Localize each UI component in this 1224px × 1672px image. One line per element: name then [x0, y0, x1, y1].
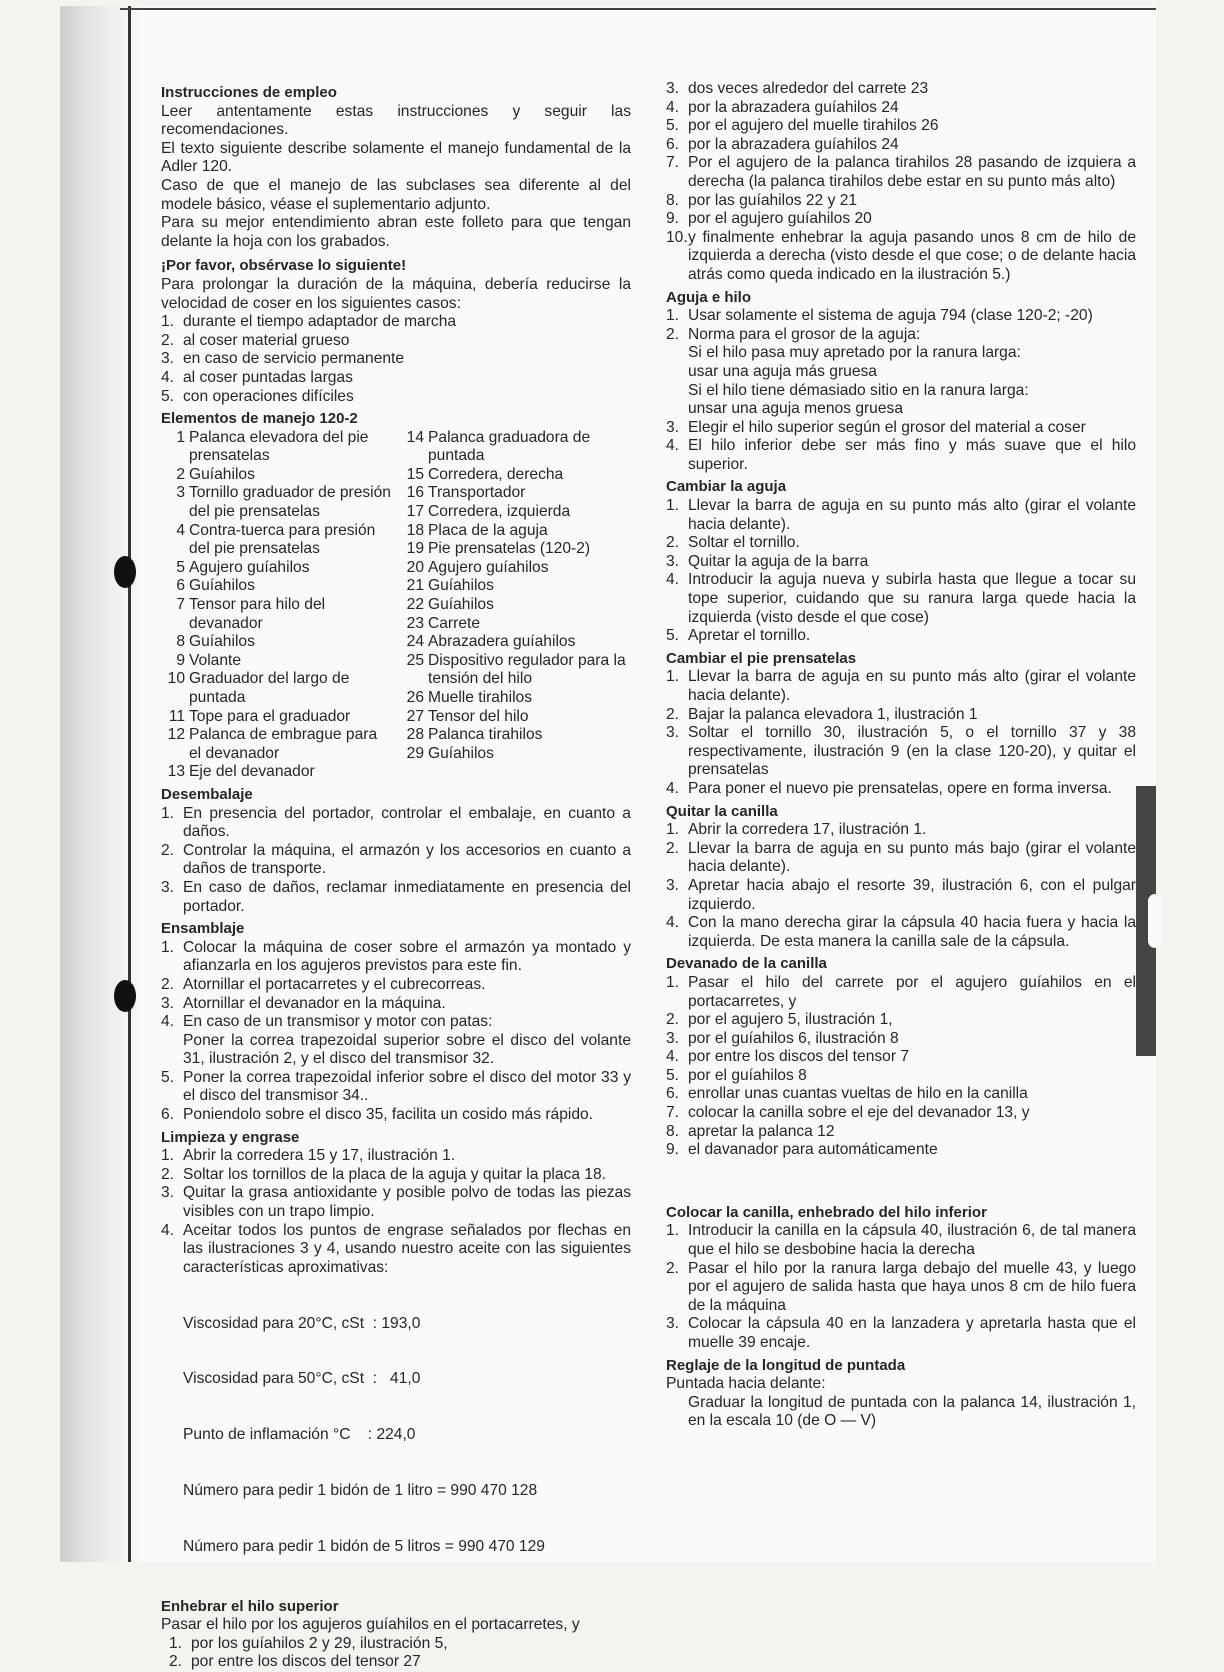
list-item: 6. Poniendolo sobre el disco 35, facilita un cosido más rápido. [161, 1106, 594, 1124]
section-cambiar-pie [666, 650, 1136, 799]
section-heading: Ensamblaje [161, 920, 245, 938]
list-item: 3. Quitar la aguja de la barra [666, 552, 869, 570]
part-item: 23 Carrete [406, 614, 480, 632]
section-heading: Enhebrar el hilo superior [161, 1597, 339, 1615]
part-item: 1 Palanca elevadora del pie prensatelas [176, 428, 369, 465]
part-item: 3 Tornillo graduador de presión del pie prensatelas [176, 484, 391, 521]
part-item: 29 Guíahilos [406, 744, 494, 762]
list-item: 5. por el agujero del muelle tirahilos 26 [666, 117, 939, 135]
punch-hole-top [114, 556, 136, 588]
list-item: 2. por entre los discos del tensor 27 [169, 1653, 421, 1671]
list-item: 5. por el guíahilos 8 [666, 1066, 807, 1084]
list-item: 7. Por el agujero de la palanca tirahilos 28 pasando de izquiera a derecha (la palanca tirahilos debe estar en su punto más alto) [666, 154, 1136, 190]
part-item: 2 Guíahilos [176, 465, 255, 483]
list-item: 2. Norma para el grosor de la aguja: [666, 325, 921, 343]
section-heading: ¡Por favor, obsérvase lo siguiente! [161, 257, 407, 275]
paragraph: Para prolongar la duración de la máquina, debería reducirse la velocidad de coser en los siguientes casos: [161, 275, 631, 312]
section-heading: Instrucciones de empleo [161, 84, 337, 101]
part-item: 28 Palanca tirahilos [406, 726, 543, 744]
list-item: 1. Introducir la canilla en la cápsula 40, ilustración 6, de tal manera que el hilo se desbobine hacia la derecha [666, 1222, 1136, 1259]
section-heading: Elementos de manejo 120-2 [161, 410, 358, 428]
section-colocar-canilla [666, 1204, 1136, 1353]
paragraph: Caso de que el manejo de las subclases sea diferente al del modele básico, véase el suplementario adjunto. [161, 176, 631, 213]
part-item: 21 Guíahilos [406, 577, 494, 595]
left-column [161, 80, 631, 1672]
list-item: 10. y finalmente enhebrar la aguja pasando unos 8 cm de hilo de izquierda a derecha (visto desde el que cose; o de delante hacia atrás como queda indicado en la ilustración 5.) [666, 228, 1136, 283]
list-item: 2. Controlar la máquina, el armazón y los accesorios en cuanto a daños de transporte. [161, 841, 631, 878]
list-item: 5. con operaciones difíciles [161, 387, 354, 405]
part-item: 5 Agujero guíahilos [176, 558, 310, 576]
list-item: 4. Introducir la aguja nueva y subirla hasta que llegue a tocar su tope superior, cuidando que su ranura larga quede hacia la izquierda (visto desde el que cose) [666, 571, 1136, 626]
section-observese [161, 257, 631, 406]
list-item: 4. Con la mano derecha girar la cápsula 40 hacia fuera y hacia la izquierda. De esta manera la canilla sale de la cápsula. [666, 914, 1136, 950]
spec-line: Punto de inflamación °C : 224,0 [183, 1426, 416, 1444]
paragraph: Leer antentamente estas instrucciones y seguir las recomendaciones. [161, 102, 631, 139]
list-item: 1. Abrir la corredera 15 y 17, ilustración 1. [161, 1147, 456, 1165]
section-enhebrar-cont [666, 80, 1136, 285]
list-item: 1. por los guíahilos 2 y 29, ilustración 5, [169, 1634, 448, 1652]
list-item: 4. En caso de un transmisor y motor con patas: [161, 1013, 493, 1031]
list-item: 7. colocar la canilla sobre el eje del devanador 13, y [666, 1104, 1030, 1122]
section-heading: Colocar la canilla, enhebrado del hilo inferior [666, 1203, 987, 1221]
part-item: 26 Muelle tirahilos [406, 689, 533, 706]
needle-rules [666, 344, 1136, 418]
paragraph: Puntada hacia delante: [666, 1375, 826, 1393]
part-item: 10 Graduador del largo de puntada [167, 670, 350, 706]
part-item: 7 Tensor para hilo del devanador [176, 596, 326, 632]
section-devanado [666, 955, 1136, 1160]
list-item: 2. por el agujero 5, ilustración 1, [666, 1011, 893, 1029]
scan-top-edge [120, 8, 1156, 10]
list-item: 3. Apretar hacia abajo el resorte 39, ilustración 6, con el pulgar izquierdo. [666, 876, 1136, 913]
paragraph: Pasar el hilo por los agujeros guíahilos en el portacarretes, y [161, 1616, 580, 1634]
section-instrucciones [161, 84, 631, 251]
section-limpieza [161, 1129, 631, 1594]
list-item: 3. Colocar la cápsula 40 en la lanzadera y apretarla hasta que el muelle 39 encaje. [666, 1315, 1136, 1351]
part-item: 9 Volante [176, 651, 242, 669]
section-elementos [161, 410, 631, 782]
paragraph: El texto siguiente describe solamente el manejo fundamental de la Adler 120. [161, 139, 631, 176]
part-item: 22 Guíahilos [406, 596, 494, 614]
list-item: 1. Colocar la máquina de coser sobre el armazón ya montado y afianzarla en los agujeros previstos para este fin. [161, 938, 631, 975]
section-ensamblaje [161, 920, 631, 1125]
list-item: 8. apretar la palanca 12 [666, 1122, 835, 1140]
part-item: 11 Tope para el graduador [168, 707, 351, 725]
list-item: 3. en caso de servicio permanente [161, 350, 405, 368]
list-item: 1. En presencia del portador, controlar el embalaje, en cuanto a daños. [161, 804, 631, 841]
spacer [666, 1160, 1136, 1200]
list-item: 3. Elegir el hilo superior según el grosor del material a coser [666, 418, 1086, 436]
list-item: 4. por la abrazadera guíahilos 24 [666, 98, 899, 116]
list-item: 1. Llevar la barra de aguja en su punto más alto (girar el volante hacia delante). [666, 497, 1136, 533]
paragraph: Para su mejor entendimiento abran este folleto para que tengan delante la hoja con los grabados. [161, 214, 631, 250]
section-heading: Desembalaje [161, 785, 253, 803]
spec-line: Número para pedir 1 bidón de 1 litro = 990 470 128 [183, 1481, 538, 1499]
part-item: 19 Pie prensatelas (120-2) [406, 540, 591, 558]
list-item: 1. Pasar el hilo del carrete por el agujero guíahilos en el portacarretes, y [666, 973, 1136, 1010]
list-item: 2. Llevar la barra de aguja en su punto más bajo (girar el volante hacia delante). [666, 839, 1136, 876]
list-item: 5. Poner la correa trapezoidal inferior sobre el disco del motor 33 y el disco del transmisor 34.. [161, 1068, 631, 1105]
list-item: 9. por el agujero guíahilos 20 [666, 210, 872, 228]
section-heading: Limpieza y engrase [161, 1128, 300, 1146]
list-item: 1. Abrir la corredera 17, ilustración 1. [666, 821, 927, 839]
list-item: 4. por entre los discos del tensor 7 [666, 1048, 910, 1066]
section-quitar-canilla [666, 803, 1136, 952]
edge-tab-mark [1148, 894, 1162, 948]
part-item: 14 Palanca graduadora de puntada [406, 428, 591, 465]
rule-line: usar una aguja más gruesa [688, 362, 877, 380]
section-desembalaje [161, 786, 631, 916]
paragraph: Graduar la longitud de puntada con la palanca 14, ilustración 1, en la escala 10 (de O — V) [688, 1393, 1136, 1430]
list-item: 3. dos veces alrededor del carrete 23 [666, 80, 929, 97]
list-item: 4. Para poner el nuevo pie prensatelas, opere en forma inversa. [666, 779, 1112, 797]
part-item: 24 Abrazadera guíahilos [406, 633, 576, 651]
list-item: 2. Soltar los tornillos de la placa de la aguja y quitar la placa 18. [161, 1165, 607, 1183]
part-item: 17 Corredera, izquierda [406, 503, 571, 521]
part-item: 16 Transportador [406, 484, 526, 502]
section-heading: Aguja e hilo [666, 288, 752, 306]
part-item: 12 Palanca de embrague para el devanador [167, 726, 378, 762]
list-item: 8. por las guíahilos 22 y 21 [666, 191, 858, 209]
list-item: 4. El hilo inferior debe ser más fino y más suave que el hilo superior. [666, 437, 1136, 473]
list-item: 6. por la abrazadera guíahilos 24 [666, 135, 899, 153]
list-item: 2. Atornillar el portacarretes y el cubrecorreas. [161, 975, 486, 993]
punch-hole-bottom [114, 980, 136, 1012]
section-heading: Cambiar el pie prensatelas [666, 649, 857, 667]
section-heading: Devanado de la canilla [666, 955, 827, 973]
list-item: 3. por el guíahilos 6, ilustración 8 [666, 1029, 899, 1047]
section-heading: Cambiar la aguja [666, 478, 787, 496]
rule-line: Si el hilo pasa muy apretado por la ranura larga: [688, 344, 1021, 362]
part-item: 8 Guíahilos [176, 633, 255, 651]
rule-line: unsar una aguja menos gruesa [688, 400, 903, 418]
list-item: 3. Soltar el tornillo 30, ilustración 5, o el tornillo 37 y 38 respectivamente, ilustración 9 (en la clase 120-20), y quitar el prensatelas [666, 724, 1136, 779]
list-item: 2. al coser material grueso [161, 331, 350, 349]
list-item: 6. enrollar unas cuantas vueltas de hilo en la canilla [666, 1085, 1028, 1103]
page-edge-tab [1136, 786, 1156, 1056]
part-item: 15 Corredera, derecha [406, 465, 564, 483]
list-item: Poner la correa trapezoidal superior sobre el disco del volante 31, ilustración 2, y el disco del transmisor 32. [183, 1031, 631, 1068]
spec-line: Viscosidad para 20°C, cSt : 193,0 [183, 1314, 421, 1332]
numbered-list [161, 313, 631, 406]
list-item: 1. durante el tiempo adaptador de marcha [161, 313, 457, 331]
parts-table [161, 429, 631, 782]
list-item: 2. Pasar el hilo por la ranura larga debajo del muelle 43, y luego por el agujero de salida hasta que haya unos 8 cm de hilo fuera de la máquina [666, 1259, 1136, 1314]
scan-binding-shadow [60, 6, 138, 1562]
list-item: 3. En caso de daños, reclamar inmediatamente en presencia del portador. [161, 878, 631, 915]
section-reglaje [666, 1357, 1136, 1431]
list-item: 9. el davanador para automáticamente [666, 1141, 938, 1159]
list-item: 2. Soltar el tornillo. [666, 534, 800, 552]
list-item: 3. Quitar la grasa antioxidante y posible polvo de todas las piezas visibles con un trapo limpio. [161, 1184, 631, 1221]
oil-specs [161, 1277, 631, 1593]
parts-column-a [161, 429, 392, 782]
list-item: 1. Llevar la barra de aguja en su punto más alto (girar el volante hacia delante). [666, 668, 1136, 704]
spec-line: Viscosidad para 50°C, cSt : 41,0 [183, 1370, 421, 1388]
list-item: 4. Aceitar todos los puntos de engrase señalados por flechas en las ilustraciones 3 y 4, usando nuestro aceite con las siguientes características aproximativas: [161, 1221, 631, 1276]
list-item: 1. Usar solamente el sistema de aguja 794 (clase 120-2; -20) [666, 307, 1093, 325]
part-item: 25 Dispositivo regulador para la tensión del hilo [406, 651, 626, 688]
right-column [666, 80, 1136, 1431]
section-cambiar-aguja [666, 478, 1136, 645]
spec-line: Número para pedir 1 bidón de 5 litros = 990 470 129 [183, 1537, 545, 1555]
part-item: 20 Agujero guíahilos [406, 558, 549, 576]
rule-line: Si el hilo tiene démasiado sitio en la ranura larga: [688, 381, 1029, 399]
section-heading: Quitar la canilla [666, 802, 778, 820]
scan-binding-edge [128, 6, 131, 1562]
parts-column-b [400, 429, 631, 782]
section-aguja-hilo [666, 289, 1136, 475]
part-item: 4 Contra-tuerca para presión del pie prensatelas [176, 521, 376, 558]
list-item: 2. Bajar la palanca elevadora 1, ilustración 1 [666, 705, 978, 723]
section-heading: Reglaje de la longitud de puntada [666, 1356, 906, 1374]
part-item: 13 Eje del devanador [167, 763, 315, 781]
part-item: 18 Placa de la aguja [406, 521, 548, 539]
section-enhebrar-superior [161, 1598, 631, 1672]
part-item: 6 Guíahilos [176, 577, 255, 595]
list-item: 5. Apretar el tornillo. [666, 627, 811, 645]
part-item: 27 Tensor del hilo [406, 707, 529, 725]
list-item: 4. al coser puntadas largas [161, 368, 353, 386]
list-item: 3. Atornillar el devanador en la máquina. [161, 994, 446, 1012]
